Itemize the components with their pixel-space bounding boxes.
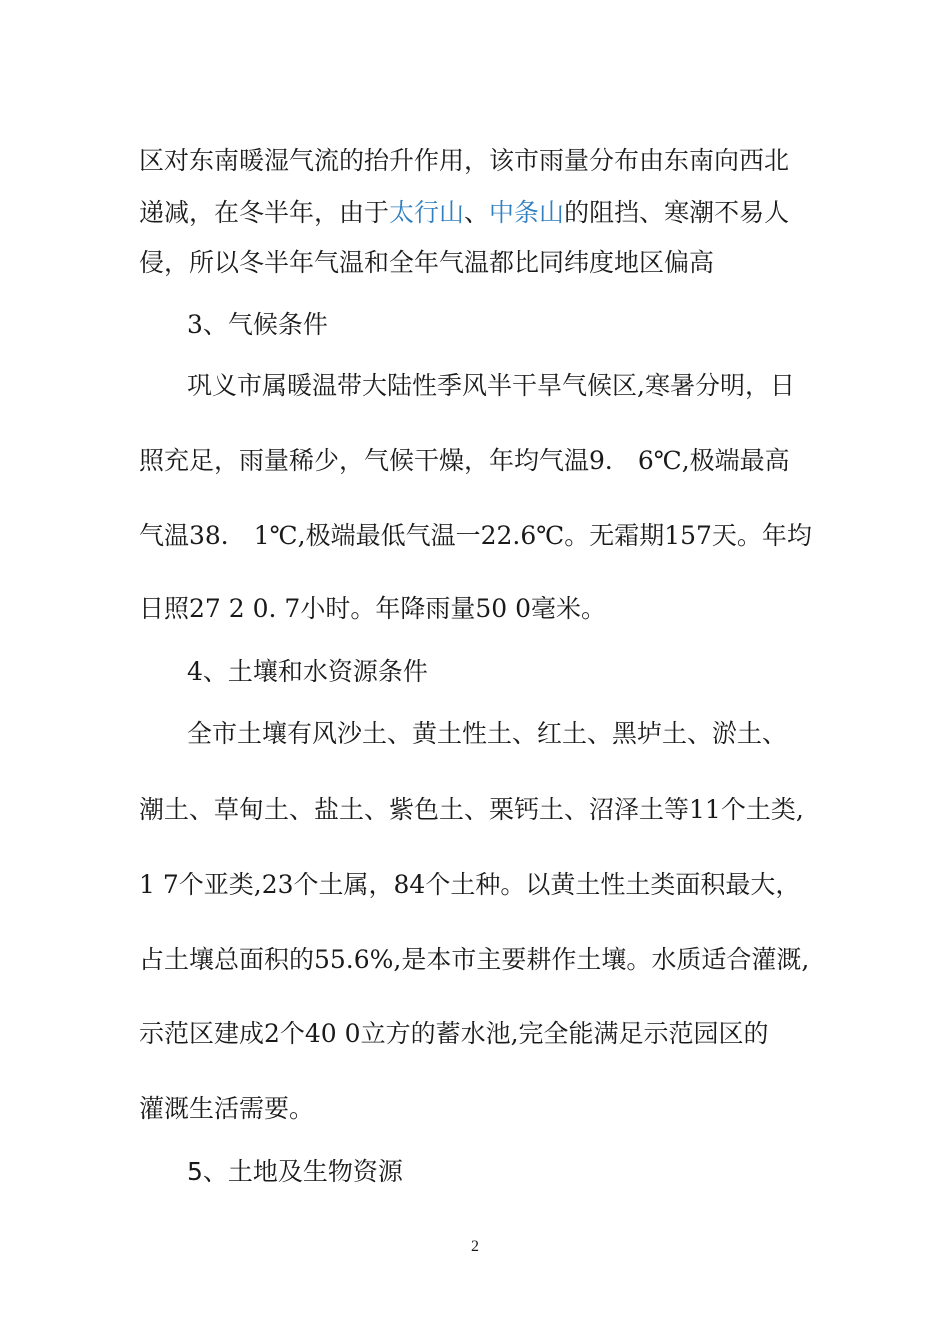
section-heading-5: 5、土地及生物资源 xyxy=(187,1157,403,1186)
section-heading-4: 4、土壤和水资源条件 xyxy=(187,657,428,686)
page-number: 2 xyxy=(471,1238,479,1255)
paragraph-line: 侵，所以冬半年气温和全年气温都比同纬度地区偏高 xyxy=(139,248,715,277)
link-zhongtiao-mountain[interactable]: 中条山 xyxy=(489,198,565,227)
paragraph-line: 占土壤总面积的55.6%,是本市主要耕作土壤。水质适合灌溉, xyxy=(139,945,810,974)
paragraph-line: 灌溉生活需要。 xyxy=(139,1094,315,1123)
paragraph-line: 气温38． 1℃,极端最低气温一22.6℃。无霜期157天。年均 xyxy=(139,521,812,550)
paragraph-line xyxy=(139,198,789,228)
text-segment: 的阻挡、寒潮不易人 xyxy=(564,198,790,227)
paragraph-line: 照充足，雨量稀少，气候干燥，年均气温9． 6℃,极端最高 xyxy=(139,446,790,475)
paragraph-line: 全市土壤有风沙土、黄土性土、红土、黑垆土、淤土、 xyxy=(187,719,788,748)
paragraph-line: 区对东南暖湿气流的抬升作用，该市雨量分布由东南向西北 xyxy=(139,146,790,175)
paragraph-line: 潮土、草甸土、盐土、紫色土、栗钙土、沼泽土等11个土类, xyxy=(139,795,804,824)
text-segment: 、 xyxy=(464,198,490,227)
paragraph-line: 巩义市属暖温带大陆性季风半干旱气候区,寒暑分明，日 xyxy=(187,371,795,400)
paragraph-line: 1 7个亚类,23个土属，84个土种。以黄土性土类面积最大， xyxy=(139,870,801,899)
section-heading-3: 3、气候条件 xyxy=(187,310,328,339)
paragraph-line: 示范区建成2个40 0立方的蓄水池,完全能满足示范园区的 xyxy=(139,1019,769,1048)
paragraph-line: 日照27 2 0. 7小时。年降雨量50 0毫米。 xyxy=(139,594,606,623)
text-segment: 递减，在冬半年，由于 xyxy=(139,198,390,227)
link-taihang-mountain[interactable]: 太行山 xyxy=(389,198,465,227)
